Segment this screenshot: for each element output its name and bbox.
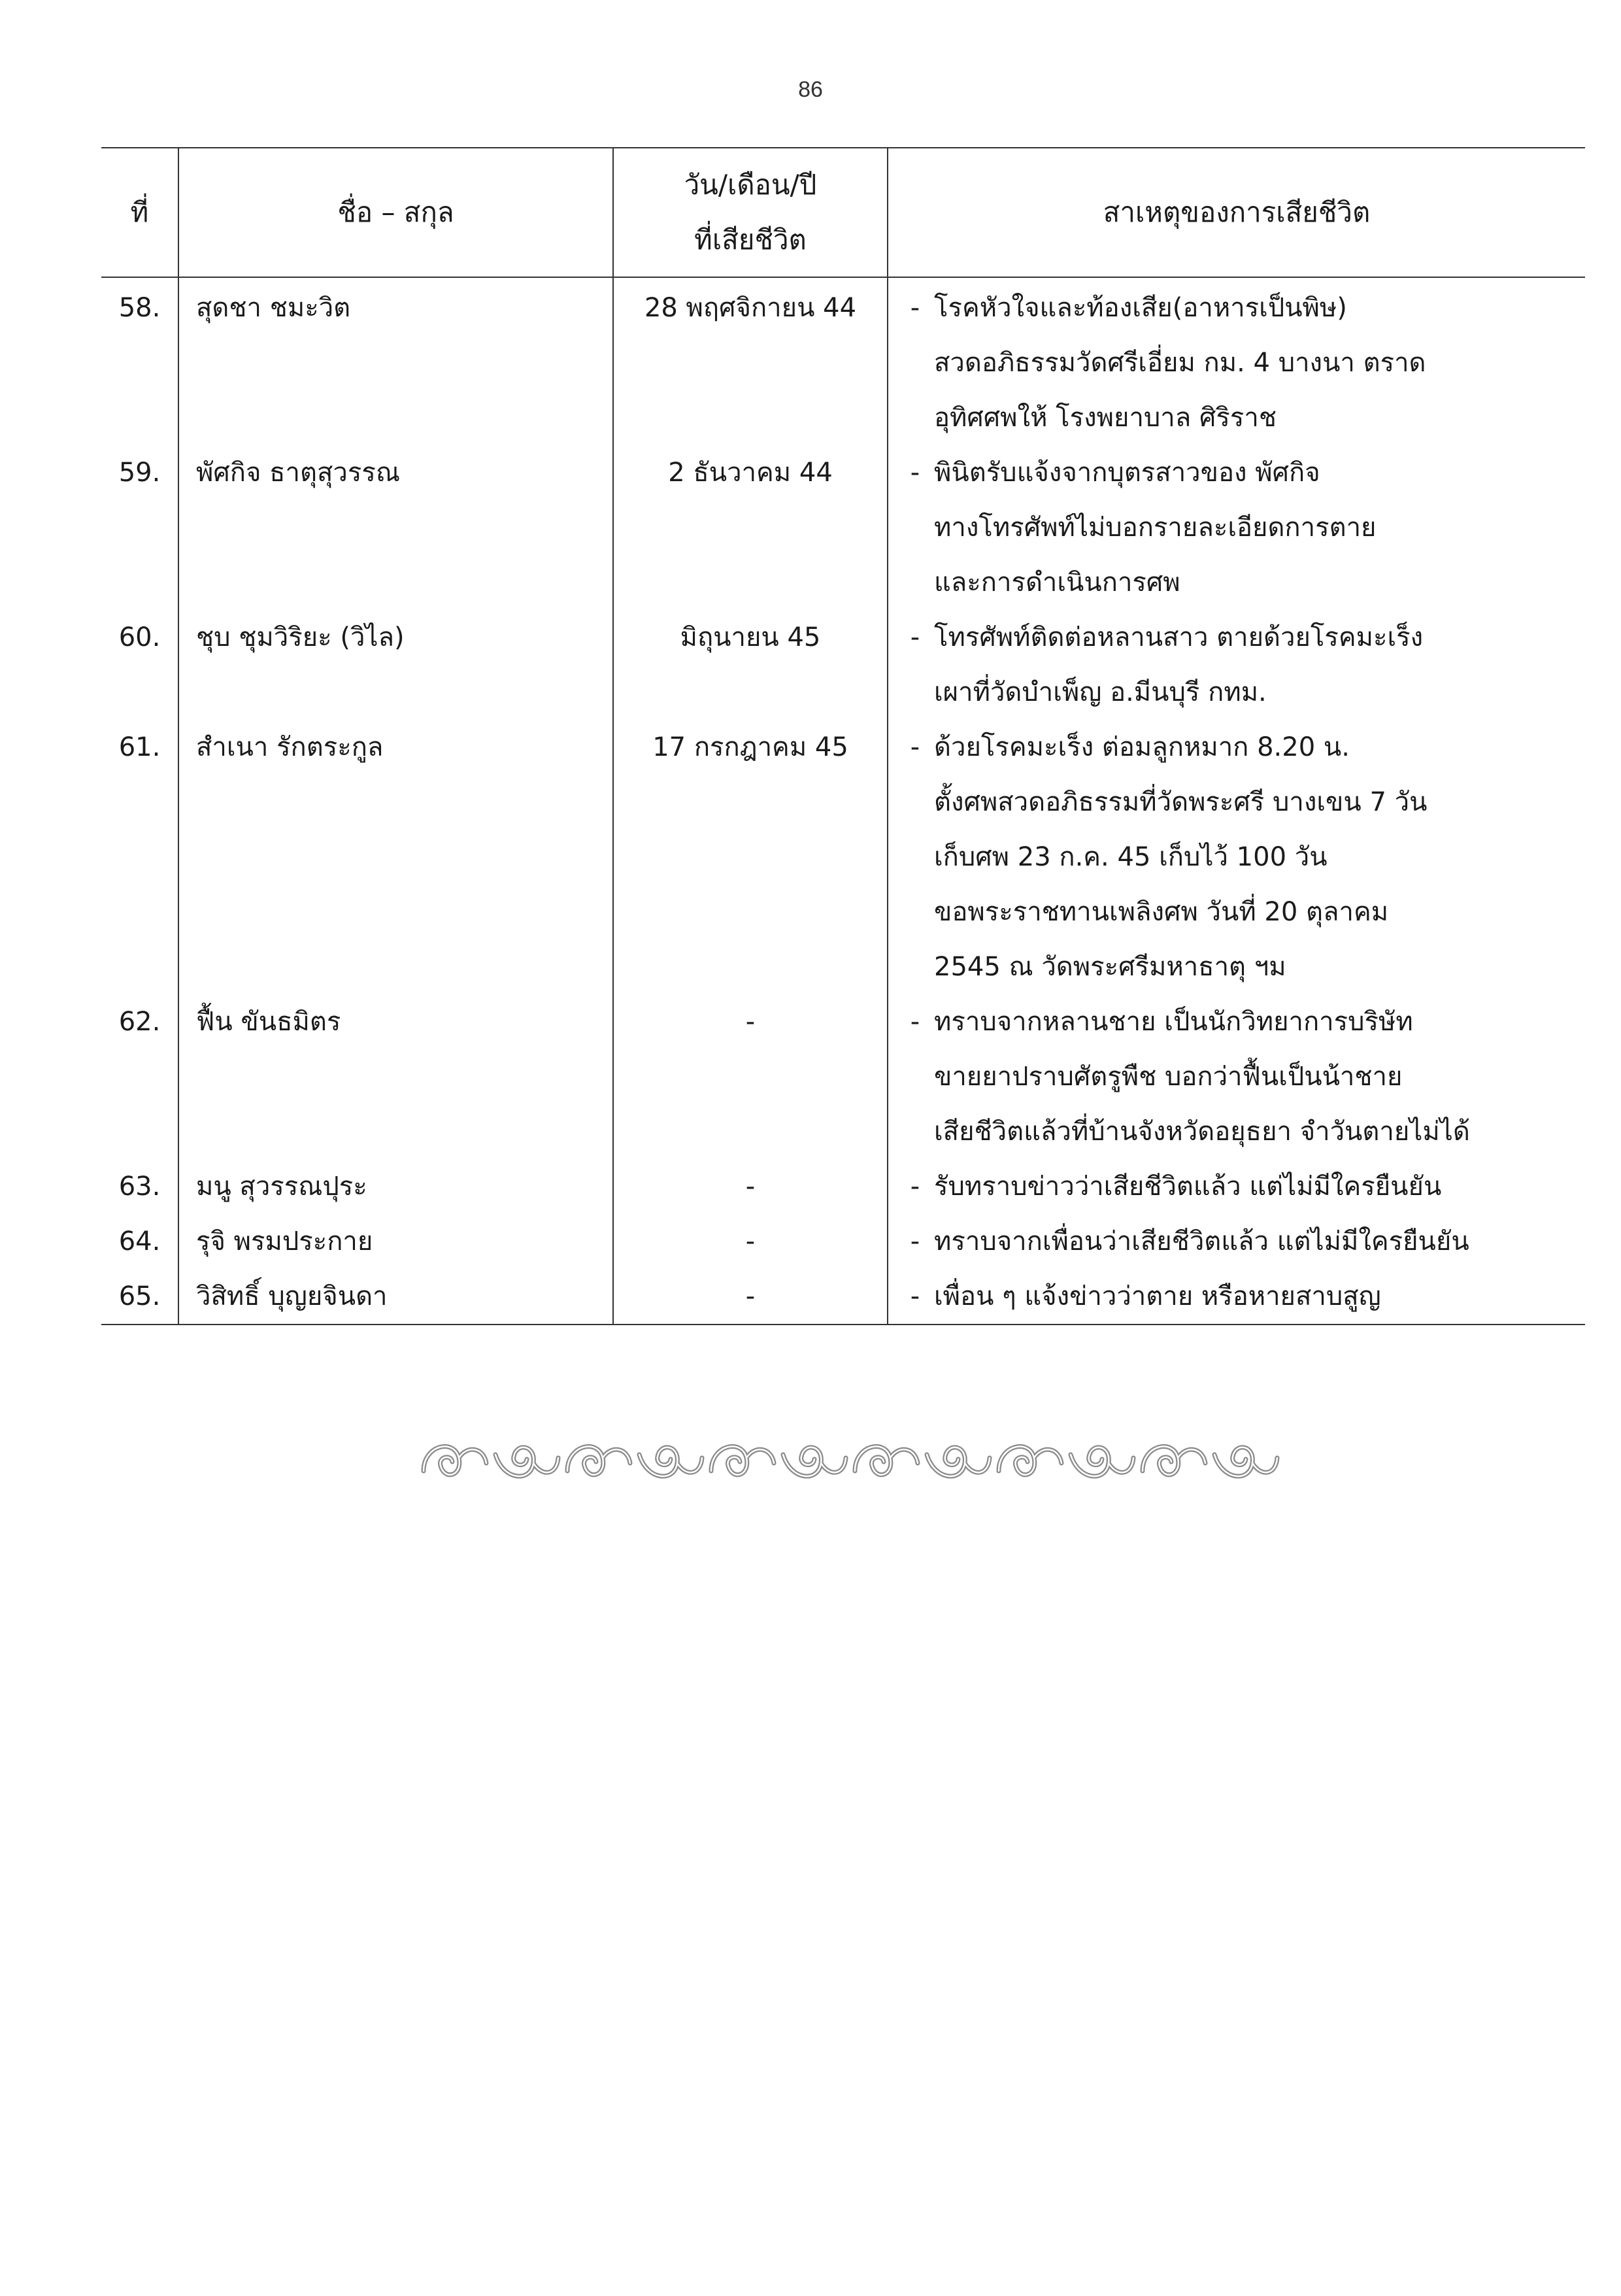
swirl-motif [855, 1447, 918, 1475]
cause-dash: - [910, 1281, 920, 1311]
row-cause [888, 610, 1585, 720]
table-row [101, 610, 1585, 720]
page-number: 86 [798, 77, 823, 102]
cause-dash: - [910, 458, 920, 488]
row-number: 62. [118, 1007, 161, 1037]
table-header-row [101, 148, 1585, 277]
cause-line: และการดำเนินการศพ [934, 567, 1180, 598]
row-date: - [613, 1159, 888, 1214]
row-number: 65. [101, 1269, 178, 1325]
table-row [101, 277, 1585, 445]
cause-lines [934, 610, 1581, 720]
swirl-motif [999, 1447, 1061, 1475]
cause-line: ทางโทรศัพท์ไม่บอกรายละเอียดการตาย [934, 513, 1377, 543]
header-date-line1: วัน/เดือน/ปี [684, 169, 817, 201]
row-date: - [613, 1214, 888, 1269]
table-row [101, 1159, 1585, 1214]
swirl-motif [639, 1447, 702, 1476]
cause-lines [934, 1159, 1581, 1214]
swirl-motif [927, 1447, 990, 1476]
cause-line: อุทิศศพให้ โรงพยาบาล ศิริราช [934, 403, 1277, 433]
row-date: 2 ธันวาคม 44 [613, 445, 888, 610]
table-row [101, 994, 1585, 1159]
cause-line: ทราบจากหลานชาย เป็นนักวิทยาการบริษัท [934, 1007, 1413, 1037]
cause-line: โทรศัพท์ติดต่อหลานสาว ตายด้วยโรคมะเร็ง [934, 622, 1424, 652]
header-no: ที่ [101, 148, 178, 277]
header-date-line2: ที่เสียชีวิต [694, 224, 807, 256]
cause-dash: - [910, 293, 920, 323]
row-number: 61. [118, 732, 161, 762]
row-number: 64. [118, 1226, 161, 1257]
row-number: 58. [118, 293, 161, 323]
row-number: 60. [118, 622, 161, 652]
cause-line: โรคหัวใจและท้องเสีย(อาหารเป็นพิษ) [934, 293, 1347, 323]
row-name: สำเนา รักตระกูล [178, 720, 613, 994]
cause-line: ขอพระราชทานเพลิงศพ วันที่ 20 ตุลาคม [934, 897, 1389, 927]
cause-dash: - [910, 622, 920, 652]
swirl-motif [1071, 1447, 1133, 1476]
row-cause [888, 720, 1585, 994]
row-date: มิถุนายน 45 [613, 610, 888, 720]
row-cause [888, 994, 1585, 1159]
cause-dash: - [910, 732, 920, 762]
row-name: ชุบ ชุมวิริยะ (วิไล) [178, 610, 613, 720]
header-cause: สาเหตุของการเสียชีวิต [888, 148, 1585, 277]
row-cause [888, 445, 1585, 610]
row-cause [888, 277, 1585, 445]
row-name: สุดชา ชมะวิต [178, 277, 613, 445]
swirl-ornament-divider [418, 1425, 1281, 1497]
cause-line: ขายยาปราบศัตรูพืช บอกว่าฟื้นเป็นน้าชาย [934, 1062, 1403, 1092]
row-date: 28 พฤศจิกายน 44 [613, 277, 888, 445]
cause-line: เพื่อน ๆ แจ้งข่าวว่าตาย หรือหายสาบสูญ [934, 1281, 1381, 1311]
header-name: ชื่อ – สกุล [178, 148, 613, 277]
row-name: ฟื้น ขันธมิตร [178, 994, 613, 1159]
cause-line: รับทราบข่าวว่าเสียชีวิตแล้ว แต่ไม่มีใครยืนยัน [934, 1172, 1442, 1202]
cause-lines [934, 1269, 1581, 1324]
cause-line: พินิตรับแจ้งจากบุตรสาวของ พัศกิจ [934, 458, 1320, 488]
cause-dash: - [910, 1172, 920, 1202]
swirl-motif [1214, 1447, 1277, 1476]
row-name: พัศกิจ ธาตุสุวรรณ [178, 445, 613, 610]
cause-lines [934, 994, 1581, 1159]
cause-line: เสียชีวิตแล้วที่บ้านจังหวัดอยุธยา จำวันตายไม่ได้ [934, 1117, 1470, 1147]
cause-line: เก็บศพ 23 ก.ค. 45 เก็บไว้ 100 วัน [934, 842, 1328, 872]
cause-line: ตั้งศพสวดอภิธรรมที่วัดพระศรี บางเขน 7 วัน [934, 787, 1428, 817]
table-body [101, 277, 1585, 1325]
cause-line: เผาที่วัดบำเพ็ญ อ.มีนบุรี กทม. [934, 677, 1267, 707]
cause-lines [934, 280, 1581, 445]
row-number: 63. [118, 1172, 161, 1202]
cause-line: 2545 ณ วัดพระศรีมหาธาตุ ฯม [934, 952, 1286, 982]
row-date: - [613, 994, 888, 1159]
row-cause [888, 1214, 1585, 1269]
row-cause [888, 1159, 1585, 1214]
swirl-motif [495, 1447, 558, 1476]
swirl-motif [567, 1447, 630, 1475]
cause-line: สวดอภิธรรมวัดศรีเอี่ยม กม. 4 บางนา ตราด [934, 348, 1426, 378]
row-date: - [613, 1269, 888, 1325]
swirl-motif [424, 1447, 486, 1475]
table-row [101, 445, 1585, 610]
row-name: วิสิทธิ์ บุญยจินดา [178, 1269, 613, 1325]
cause-lines [934, 720, 1581, 994]
death-record-table [101, 147, 1585, 1325]
cause-lines [934, 1214, 1581, 1269]
swirl-motif [1143, 1447, 1205, 1475]
cause-line: ด้วยโรคมะเร็ง ต่อมลูกหมาก 8.20 น. [934, 732, 1350, 762]
row-number: 59. [118, 458, 161, 488]
table-row [101, 1214, 1585, 1269]
row-cause [888, 1269, 1585, 1325]
swirl-motif [711, 1447, 774, 1475]
table-row [101, 1269, 1585, 1325]
cause-lines [934, 445, 1581, 610]
cause-line: ทราบจากเพื่อนว่าเสียชีวิตแล้ว แต่ไม่มีใครยืนยัน [934, 1226, 1469, 1257]
death-record-table-container [101, 147, 1585, 1325]
row-name: มนู สุวรรณปุระ [178, 1159, 613, 1214]
cause-dash: - [910, 1226, 920, 1257]
row-name: รุจิ พรมประกาย [178, 1214, 613, 1269]
table-row [101, 720, 1585, 994]
cause-dash: - [910, 1007, 920, 1037]
row-date: 17 กรกฎาคม 45 [613, 720, 888, 994]
swirl-motif [783, 1447, 846, 1476]
header-date [613, 148, 888, 277]
